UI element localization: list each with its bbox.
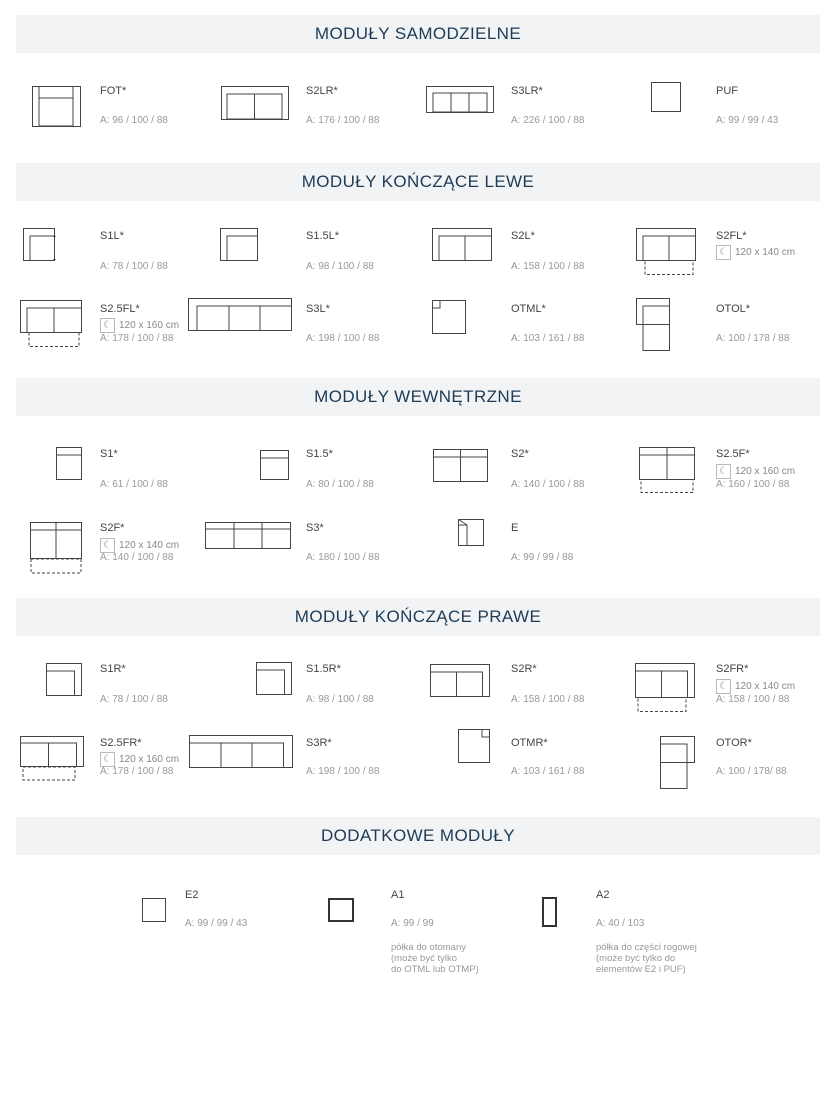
- sofa-diagram-icon: [23, 228, 55, 261]
- ottoman-diagram-icon: [458, 729, 490, 763]
- module-dimensions: A: 198 / 100 / 88: [306, 333, 380, 344]
- module-dimensions: A: 178 / 100 / 88: [100, 766, 174, 777]
- section-header-dodatkowe: [16, 817, 820, 855]
- sofa-diagram-icon: [46, 663, 82, 696]
- section-title: MODUŁY KOŃCZĄCE PRAWE: [294, 607, 542, 626]
- module-dimensions: A: 78 / 100 / 88: [100, 261, 168, 272]
- module-dimensions: A: 158 / 100 / 88: [511, 261, 585, 272]
- module-name: S1L*: [100, 230, 124, 242]
- bed-size-text: 120 x 140 cm: [735, 247, 796, 258]
- sofa-diagram-icon: [205, 522, 291, 549]
- section-title: MODUŁY SAMODZIELNE: [314, 24, 522, 43]
- sofa-bed-diagram-icon: [30, 522, 82, 574]
- module-name: S3L*: [306, 303, 330, 315]
- module-dimensions: A: 158 / 100 / 88: [511, 694, 585, 705]
- section-header-samodzielne: [16, 15, 820, 53]
- module-dimensions: A: 178 / 100 / 88: [100, 333, 174, 344]
- module-name: OTMR*: [511, 737, 548, 749]
- module-name: S2.5FR*: [100, 737, 142, 749]
- moon-icon: ☾: [716, 679, 731, 694]
- module-dimensions: A: 99 / 99 / 43: [185, 918, 248, 929]
- moon-icon: ☾: [100, 318, 115, 333]
- module-name: S3*: [306, 522, 324, 534]
- sofa-bed-diagram-icon: [639, 447, 695, 494]
- bed-size-text: 120 x 160 cm: [735, 466, 796, 477]
- module-name: E: [511, 522, 519, 534]
- sofa-bed-diagram-icon: [636, 228, 696, 276]
- module-name: S1.5L*: [306, 230, 340, 242]
- moon-icon: ☾: [100, 752, 115, 767]
- module-dimensions: A: 158 / 100 / 88: [716, 694, 790, 705]
- sofa-diagram-icon: [256, 662, 292, 695]
- module-name: FOT*: [100, 85, 127, 97]
- bed-size-text: 120 x 160 cm: [119, 754, 180, 765]
- module-dimensions: A: 96 / 100 / 88: [100, 115, 168, 126]
- sofa-diagram-icon: [56, 447, 82, 480]
- section-header-prawe: [16, 598, 820, 636]
- ottoman-diagram-icon: [660, 736, 695, 790]
- module-dimensions: A: 103 / 161 / 88: [511, 333, 585, 344]
- sofa-diagram-icon: [260, 450, 289, 480]
- module-name: A2: [596, 889, 610, 901]
- module-name: S2*: [511, 448, 529, 460]
- module-name: S1*: [100, 448, 118, 460]
- module-dimensions: A: 226 / 100 / 88: [511, 115, 585, 126]
- module-name: S1.5*: [306, 448, 333, 460]
- module-name: A1: [391, 889, 405, 901]
- module-note: półka do części rogowej (może być tylko do elementów E2 i PUF): [596, 942, 697, 975]
- bed-size: [100, 538, 179, 553]
- section-header-lewe: [16, 163, 820, 201]
- module-name: OTOL*: [716, 303, 751, 315]
- bed-size-text: 120 x 160 cm: [119, 320, 180, 331]
- module-name: S1R*: [100, 663, 126, 675]
- module-name: S2FR*: [716, 663, 749, 675]
- module-dimensions: A: 80 / 100 / 88: [306, 479, 374, 490]
- module-name: S3R*: [306, 737, 332, 749]
- module-dimensions: A: 160 / 100 / 88: [716, 479, 790, 490]
- sofa-diagram-icon: [221, 86, 289, 120]
- section-title: MODUŁY WEWNĘTRZNE: [314, 387, 522, 406]
- module-dimensions: A: 176 / 100 / 88: [306, 115, 380, 126]
- bed-size: [100, 318, 179, 333]
- module-name: S2FL*: [716, 230, 747, 242]
- module-dimensions: A: 140 / 100 / 88: [100, 552, 174, 563]
- bed-size-text: 120 x 140 cm: [119, 540, 180, 551]
- bed-size: [716, 464, 795, 479]
- module-name: S2.5FL*: [100, 303, 140, 315]
- pouf-diagram-icon: [651, 82, 681, 112]
- module-note: półka do otomany (może być tylko do OTML lub OTMP): [391, 942, 479, 975]
- module-dimensions: A: 103 / 161 / 88: [511, 766, 585, 777]
- module-dimensions: A: 98 / 100 / 88: [306, 694, 374, 705]
- sofa-bed-diagram-icon: [20, 736, 84, 782]
- corner-diagram-icon: [458, 519, 484, 546]
- section-title: MODUŁY KOŃCZĄCE LEWE: [301, 172, 535, 191]
- module-dimensions: A: 61 / 100 / 88: [100, 479, 168, 490]
- module-dimensions: A: 98 / 100 / 88: [306, 261, 374, 272]
- module-dimensions: A: 100 / 178 / 88: [716, 333, 790, 344]
- bed-size: [100, 752, 179, 767]
- sofa-diagram-icon: [426, 86, 494, 113]
- sofa-bed-diagram-icon: [635, 663, 695, 713]
- module-name: S3LR*: [511, 85, 543, 97]
- module-name: OTOR*: [716, 737, 752, 749]
- pouf-diagram-icon: [142, 898, 166, 922]
- sofa-diagram-icon: [430, 664, 490, 697]
- module-dimensions: A: 99 / 99 / 88: [511, 552, 574, 563]
- module-name: S2R*: [511, 663, 537, 675]
- ottoman-diagram-icon: [432, 300, 466, 334]
- sofa-diagram-icon: [220, 228, 258, 261]
- module-name: S1.5R*: [306, 663, 341, 675]
- shelf-diagram-icon: [542, 897, 557, 927]
- module-dimensions: A: 198 / 100 / 88: [306, 766, 380, 777]
- sofa-diagram-icon: [189, 735, 293, 768]
- module-name: E2: [185, 889, 199, 901]
- bed-size-text: 120 x 140 cm: [735, 681, 796, 692]
- module-dimensions: A: 180 / 100 / 88: [306, 552, 380, 563]
- moon-icon: ☾: [716, 464, 731, 479]
- module-name: S2F*: [100, 522, 125, 534]
- module-dimensions: A: 140 / 100 / 88: [511, 479, 585, 490]
- module-name: S2LR*: [306, 85, 338, 97]
- sofa-diagram-icon: [188, 298, 292, 331]
- section-header-wewnetrzne: [16, 378, 820, 416]
- sofa-diagram-icon: [32, 86, 80, 126]
- section-title: DODATKOWE MODUŁY: [320, 826, 516, 845]
- sofa-bed-diagram-icon: [20, 300, 82, 348]
- moon-icon: ☾: [100, 538, 115, 553]
- sofa-diagram-icon: [433, 449, 488, 482]
- module-dimensions: A: 100 / 178/ 88: [716, 766, 787, 777]
- module-name: S2L*: [511, 230, 535, 242]
- module-dimensions: A: 40 / 103: [596, 918, 645, 929]
- shelf-diagram-icon: [328, 898, 354, 922]
- module-name: OTML*: [511, 303, 546, 315]
- bed-size: [716, 245, 795, 260]
- moon-icon: ☾: [716, 245, 731, 260]
- module-name: PUF: [716, 85, 738, 97]
- module-dimensions: A: 99 / 99: [391, 918, 434, 929]
- bed-size: [716, 679, 795, 694]
- sofa-diagram-icon: [432, 228, 492, 261]
- module-dimensions: A: 99 / 99 / 43: [716, 115, 779, 126]
- module-name: S2.5F*: [716, 448, 750, 460]
- ottoman-diagram-icon: [636, 298, 670, 352]
- module-dimensions: A: 78 / 100 / 88: [100, 694, 168, 705]
